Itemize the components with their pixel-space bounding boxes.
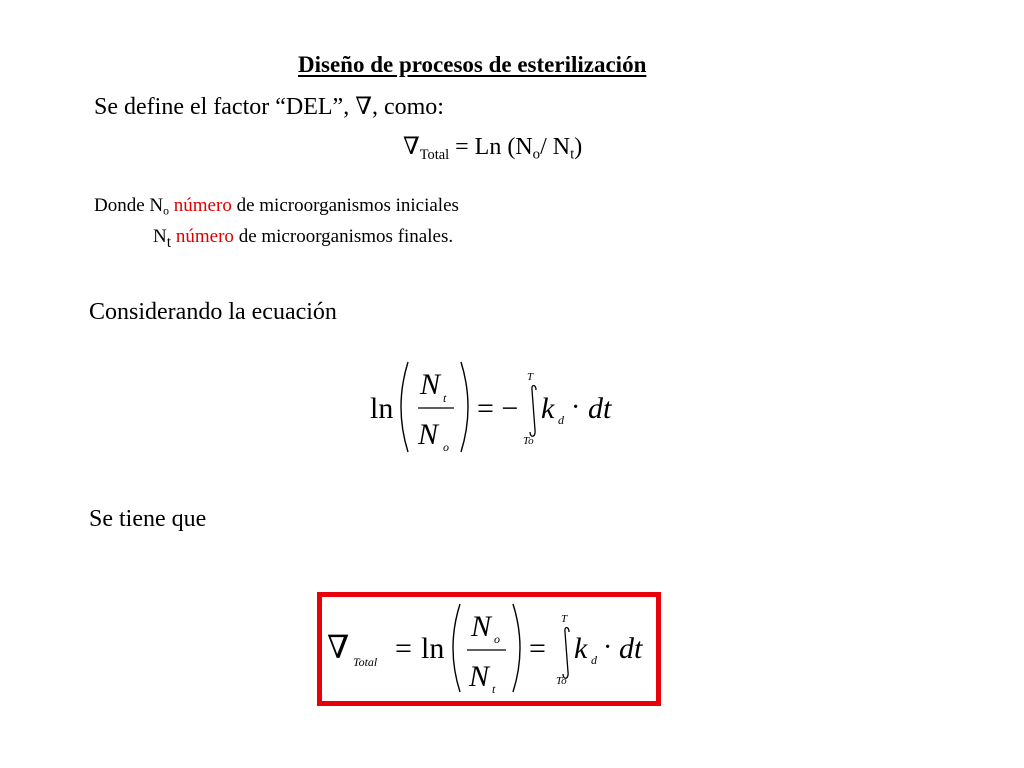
eq1-k-sub: d: [558, 413, 564, 427]
eq2-k-sub: d: [591, 653, 597, 667]
eq1-k: k: [541, 392, 555, 425]
eq1-ln: ln: [370, 392, 394, 425]
se-tiene-heading: Se tiene que: [89, 506, 207, 532]
finales-prefix: N: [153, 226, 167, 247]
eq1-dot: ·: [571, 392, 581, 423]
eq1-equals-minus: = −: [477, 392, 519, 425]
eq1-lower-limit: To: [523, 435, 534, 447]
eq1-denominator: N: [418, 418, 439, 451]
eq2-right-paren: [513, 604, 520, 692]
del-definition: [403, 132, 582, 164]
eq2-dt: dt: [619, 632, 643, 665]
donde-prefix: Donde N: [94, 195, 164, 216]
kinetics-equation: [360, 352, 630, 462]
sub-t: t: [570, 146, 575, 163]
eq1-dt: dt: [588, 392, 612, 425]
definition-close: ): [574, 134, 583, 160]
eq2-equals-1: =: [395, 632, 412, 665]
eq1-right-paren: [461, 362, 468, 452]
finales-line: [153, 226, 453, 252]
numero-highlight-2: número: [171, 226, 234, 247]
intro-line: Se define el factor “DEL”, ∇, como:: [94, 94, 444, 120]
eq1-numerator: N: [420, 368, 441, 401]
definition-slash: / N: [540, 134, 571, 160]
eq2-numerator-sub: o: [494, 632, 500, 646]
eq2-k: k: [574, 632, 588, 665]
eq2-denominator: N: [469, 660, 490, 693]
definition-rhs: = Ln (N: [449, 134, 533, 160]
eq2-upper-limit: T: [561, 613, 568, 625]
considerando-heading: Considerando la ecuación: [89, 299, 337, 325]
donde-rest: de microorganismos iniciales: [231, 195, 459, 216]
eq2-lower-limit: To: [556, 675, 567, 687]
nabla-symbol: ∇: [403, 134, 420, 160]
numero-highlight: número: [169, 195, 232, 216]
eq2-nabla: ∇: [327, 629, 350, 665]
eq1-denominator-sub: o: [443, 440, 449, 454]
eq1-upper-limit: T: [527, 371, 534, 383]
finales-sub-t: t: [166, 233, 172, 251]
donde-sub-o: o: [163, 204, 170, 218]
eq1-numerator-sub: t: [443, 391, 447, 405]
eq2-left-paren: [453, 604, 460, 692]
finales-rest: de microorganismos finales.: [233, 226, 454, 247]
total-subscript: Total: [419, 147, 450, 164]
eq2-ln: ln: [421, 632, 445, 665]
del-result-equation: [317, 592, 661, 704]
slide-title: Diseño de procesos de esterilización: [298, 52, 647, 77]
integral-icon: [530, 386, 536, 437]
eq2-nabla-sub: Total: [353, 655, 378, 669]
eq2-numerator: N: [471, 610, 492, 643]
sub-o: o: [532, 146, 541, 163]
eq2-equals-2: =: [529, 632, 546, 665]
integral-icon-2: [563, 628, 569, 679]
eq2-denominator-sub: t: [492, 682, 496, 696]
eq1-left-paren: [401, 362, 408, 452]
eq2-dot: ·: [603, 632, 613, 663]
donde-line: [94, 195, 459, 219]
